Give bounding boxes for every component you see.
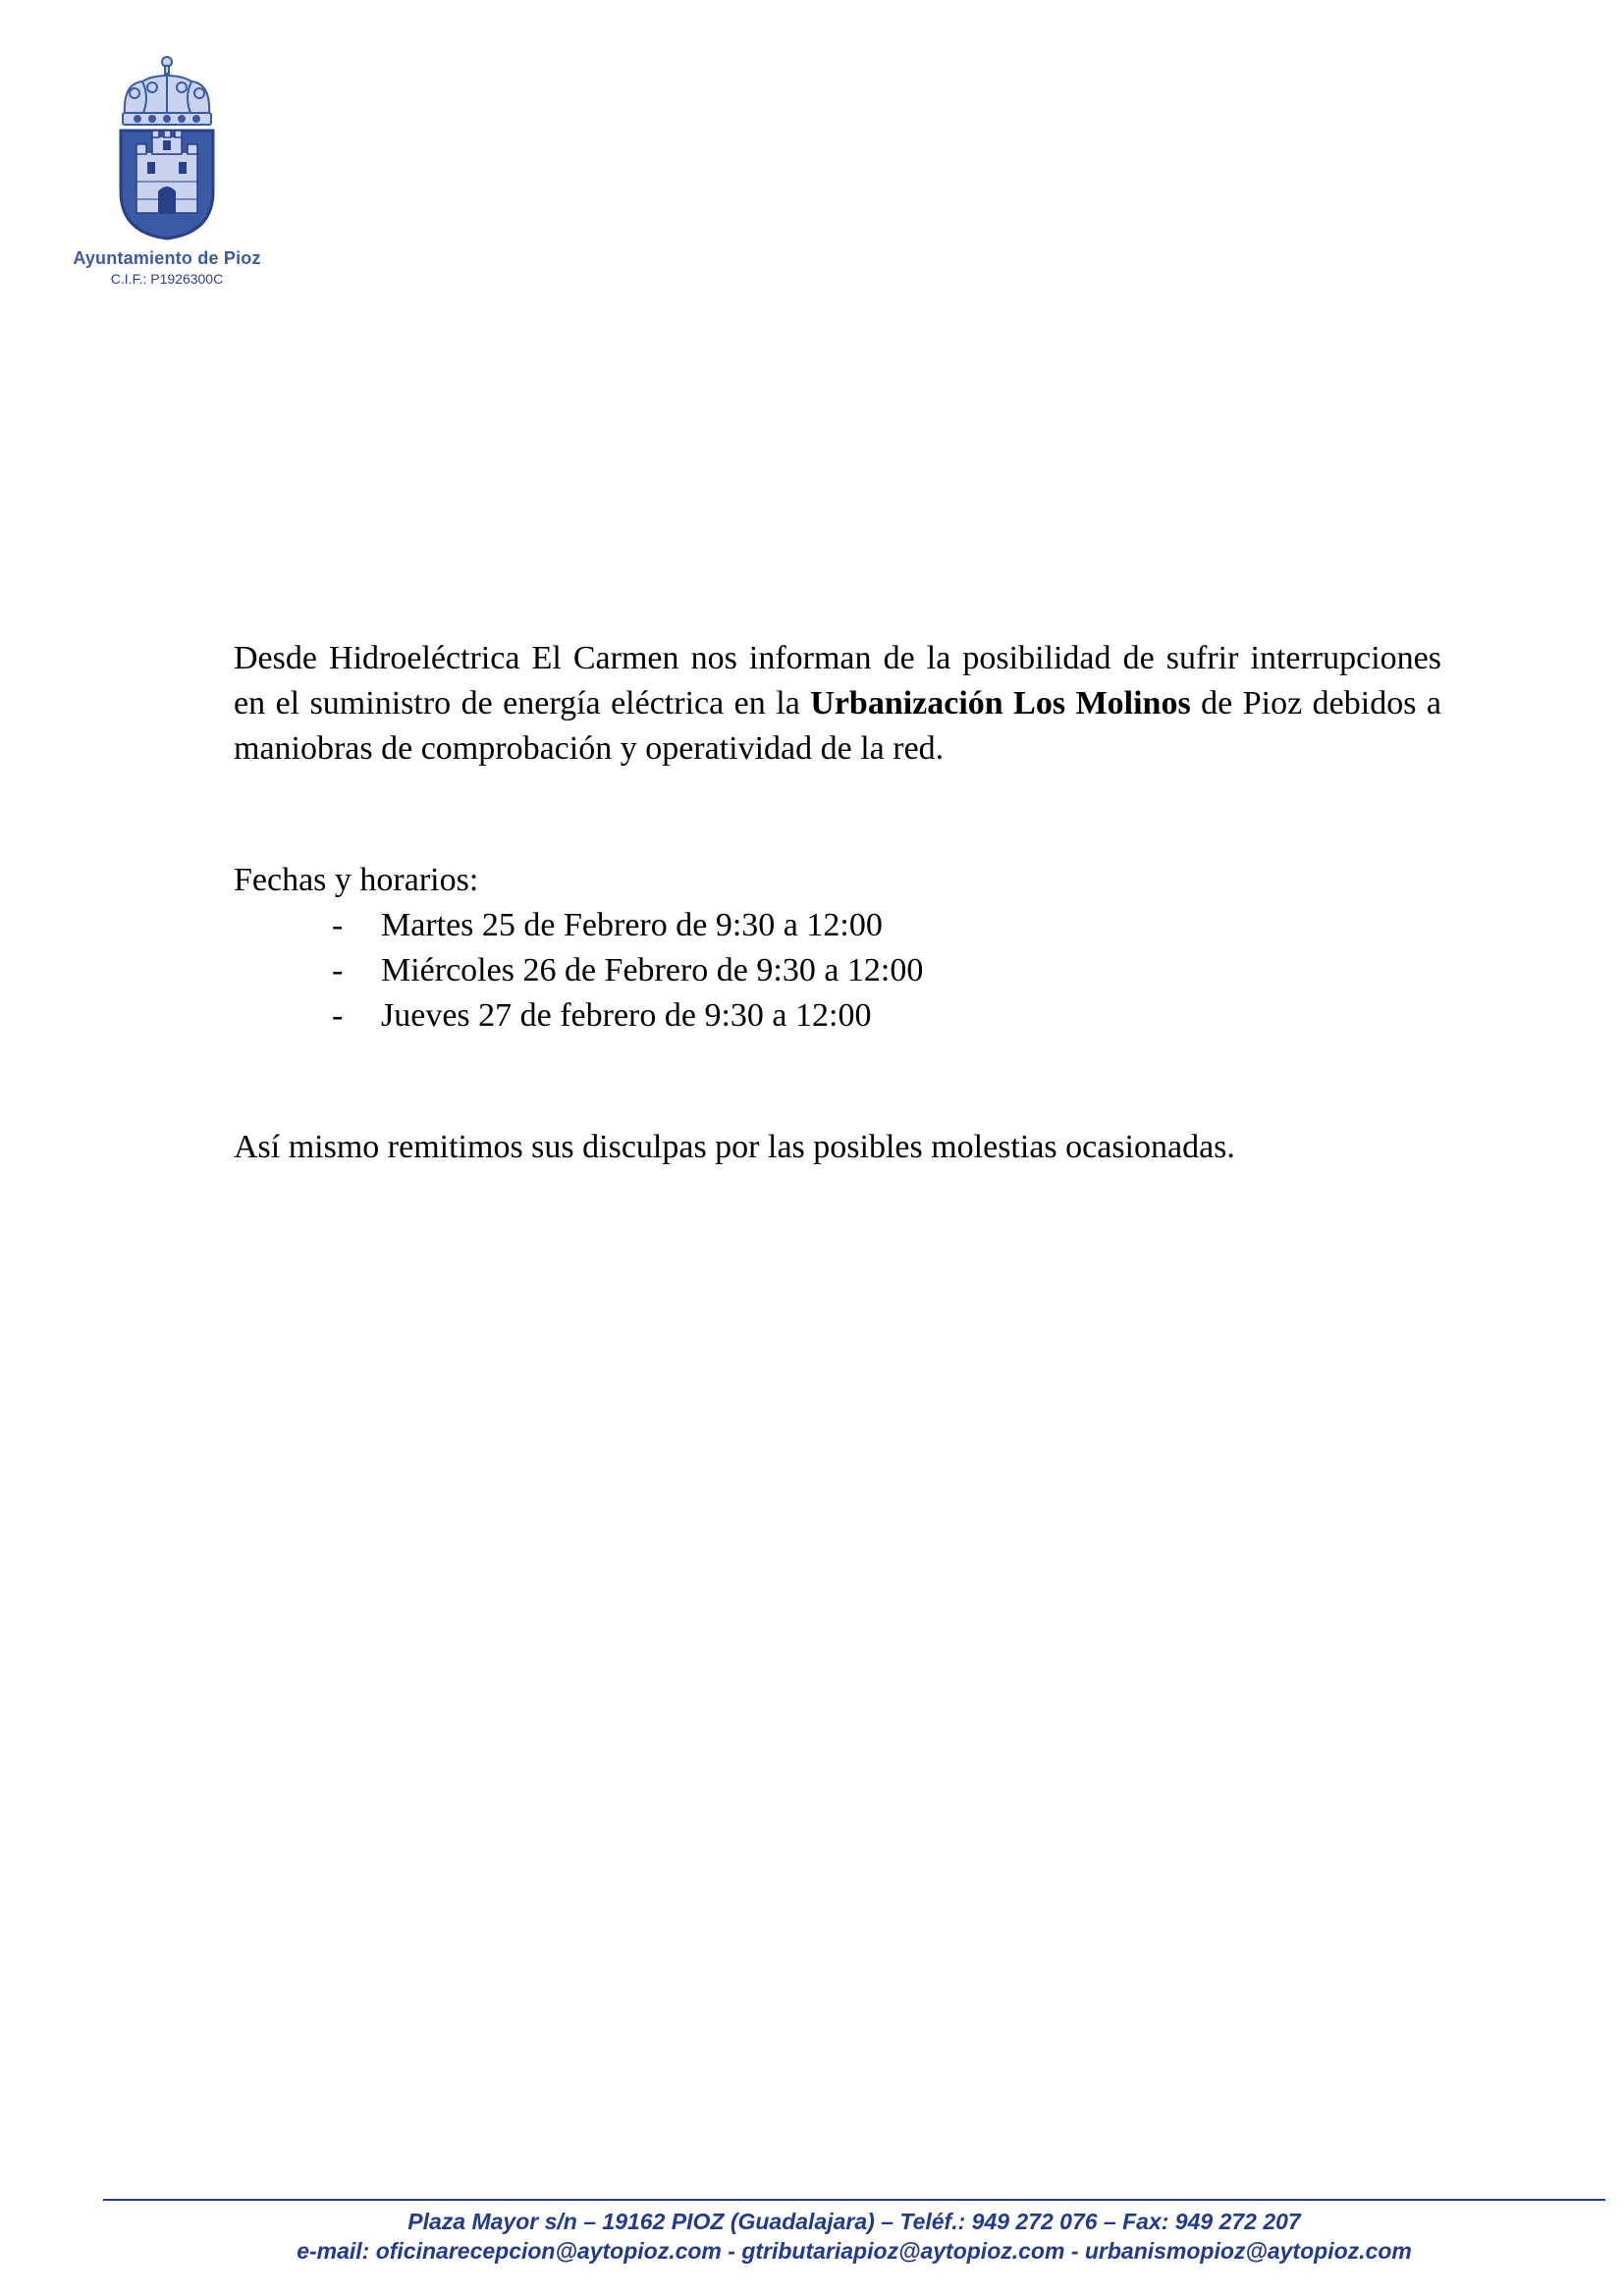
schedule-item-text: Martes 25 de Febrero de 9:30 a 12:00 bbox=[381, 907, 883, 943]
letterhead bbox=[39, 54, 295, 287]
list-item bbox=[234, 903, 1441, 948]
closing-paragraph: Así mismo remitimos sus disculpas por las posibles molestias ocasionadas. bbox=[234, 1129, 1235, 1165]
list-bullet: - bbox=[332, 997, 344, 1034]
schedule-item-text: Miércoles 26 de Febrero de 9:30 a 12:00 bbox=[381, 952, 924, 988]
intro-paragraph bbox=[234, 636, 1441, 772]
list-item bbox=[234, 948, 1441, 993]
list-item bbox=[234, 993, 1441, 1039]
schedule-item-text: Jueves 27 de febrero de 9:30 a 12:00 bbox=[381, 997, 872, 1034]
list-bullet: - bbox=[332, 907, 344, 943]
footer-divider bbox=[103, 2199, 1605, 2201]
org-cif: C.I.F.: P1926300C bbox=[110, 271, 224, 287]
footer-address: Plaza Mayor s/n – 19162 PIOZ (Guadalajara) – Teléf.: 949 272 076 – Fax: 949 272 207 bbox=[407, 2209, 1301, 2234]
schedule-section bbox=[234, 858, 1441, 1039]
intro-highlight: Urbanización Los Molinos bbox=[810, 685, 1191, 721]
intro-text-end: de Pioz debidos a maniobras de comprobación y operatividad de la red. bbox=[234, 685, 1441, 767]
list-bullet: - bbox=[332, 952, 344, 988]
footer bbox=[103, 2207, 1605, 2266]
intro-text-start: Desde Hidroeléctrica El Carmen nos informan de la posibilidad de sufrir interrupciones en el suministro de energía eléctrica en la bbox=[234, 640, 1441, 721]
footer-emails: e-mail: oficinarecepcion@aytopioz.com - gtributariapioz@aytopioz.com - urbanismopioz@aytopioz.com bbox=[297, 2238, 1412, 2264]
schedule-list bbox=[234, 903, 1441, 1039]
org-name: Ayuntamiento de Pioz bbox=[73, 248, 261, 268]
notice-body bbox=[234, 636, 1441, 1170]
coat-of-arms-icon bbox=[113, 54, 221, 240]
schedule-title: Fechas y horarios: bbox=[234, 862, 479, 898]
